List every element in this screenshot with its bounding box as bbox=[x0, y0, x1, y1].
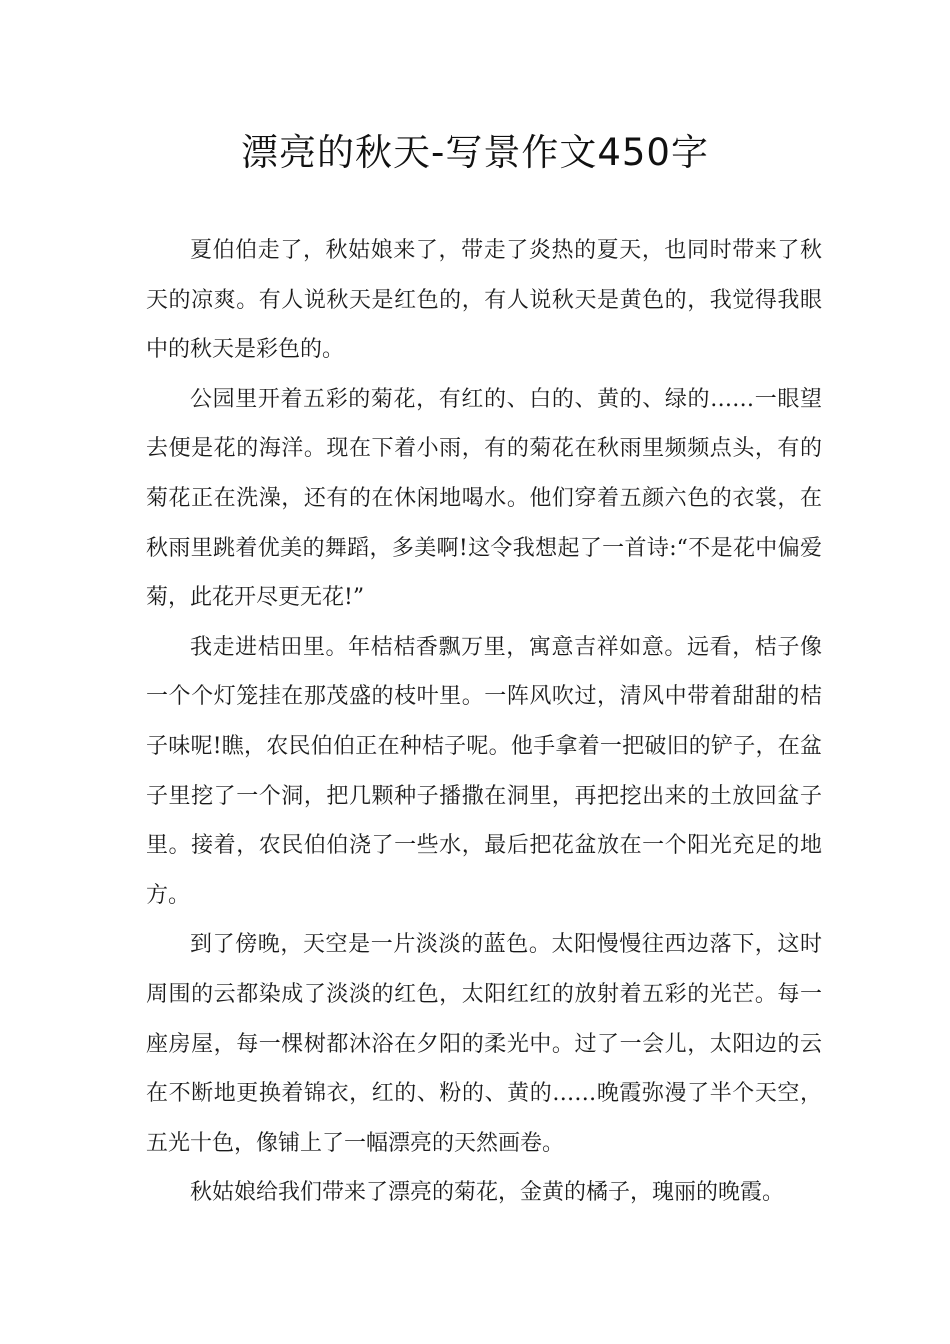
document-body bbox=[146, 226, 822, 1218]
paragraph-1: 夏伯伯走了，秋姑娘来了，带走了炎热的夏天，也同时带来了秋天的凉爽。有人说秋天是红色的，有人说秋天是黄色的，我觉得我眼中的秋天是彩色的。 bbox=[146, 238, 822, 363]
paragraph-2: 公园里开着五彩的菊花，有红的、白的、黄的、绿的……一眼望去便是花的海洋。现在下着小雨，有的菊花在秋雨里频频点头，有的菊花正在洗澡，还有的在休闲地喝水。他们穿着五颜六色的衣裳，在秋雨里跳着优美的舞蹈，多美啊!这令我想起了一首诗:“不是花中偏爱菊，此花开尽更无花!” bbox=[146, 386, 822, 611]
paragraph-5: 秋姑娘给我们带来了漂亮的菊花，金黄的橘子，瑰丽的晚霞。 bbox=[190, 1180, 785, 1206]
paragraph-4: 到了傍晚，天空是一片淡淡的蓝色。太阳慢慢往西边落下，这时周围的云都染成了淡淡的红色，太阳红红的放射着五彩的光芒。每一座房屋，每一棵树都沐浴在夕阳的柔光中。过了一会儿，太阳边的云在不断地更换着锦衣，红的、粉的、黄的……晚霞弥漫了半个天空，五光十色，像铺上了一幅漂亮的天然画卷。 bbox=[146, 932, 822, 1156]
paragraph-3: 我走进桔田里。年桔桔香飘万里，寓意吉祥如意。远看，桔子像一个个灯笼挂在那茂盛的枝叶里。一阵风吹过，清风中带着甜甜的桔子味呢!瞧，农民伯伯正在种桔子呢。他手拿着一把破旧的铲子，在盆子里挖了一个洞，把几颗种子播撒在洞里，再把挖出来的土放回盆子里。接着，农民伯伯浇了一些水，最后把花盆放在一个阳光充足的地方。 bbox=[146, 634, 822, 908]
document-title: 漂亮的秋天-写景作文450字 bbox=[241, 131, 709, 174]
